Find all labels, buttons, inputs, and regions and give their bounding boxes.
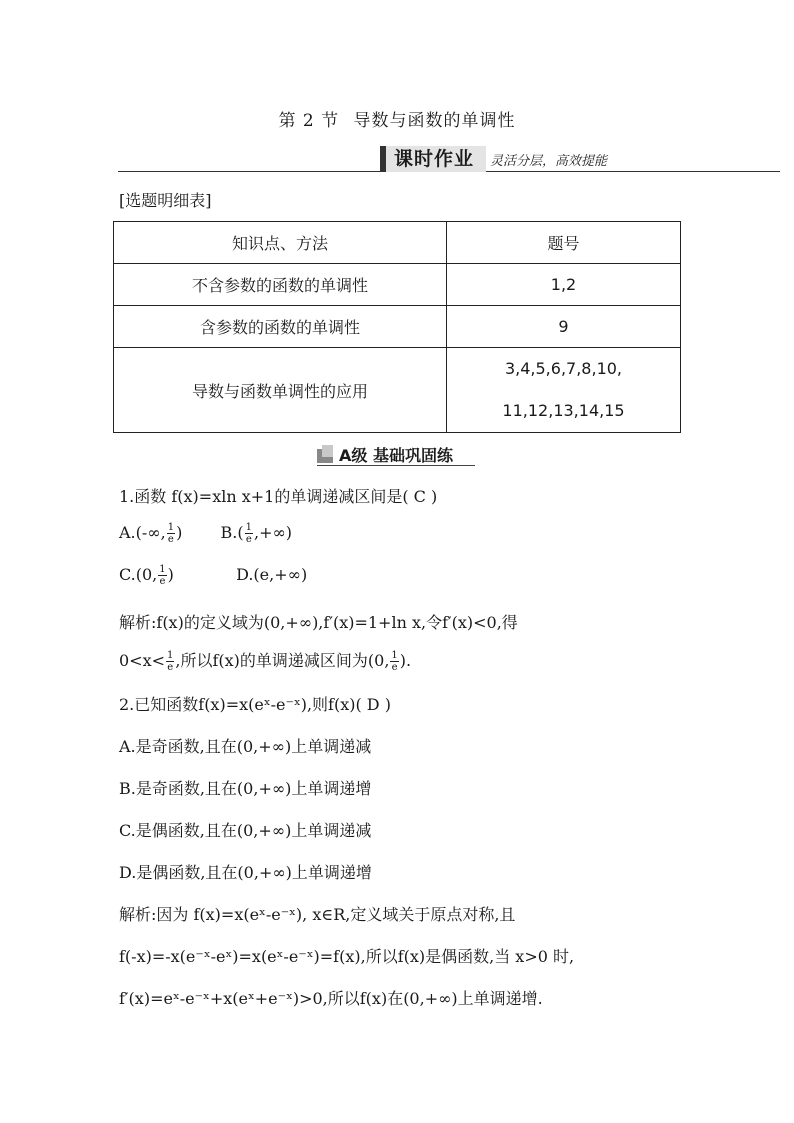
section-heading (317, 443, 475, 465)
table-cell-topic: 不含参数的函数的单调性 (114, 264, 447, 306)
q2-option-b: B.是奇函数,且在(0,+∞)上单调递增 (119, 779, 372, 798)
table-cell-nums-line2: 11,12,13,14,15 (502, 401, 625, 420)
question-selection-table (113, 221, 681, 433)
section-label: A级 基础巩固练 (339, 446, 453, 465)
table-header-nums: 题号 (447, 222, 681, 264)
q2-solution-line3: f′(x)=eˣ-e⁻ˣ+x(eˣ+e⁻ˣ)>0,所以f(x)在(0,+∞)上单调递增. (119, 989, 543, 1008)
table-header-row (114, 222, 681, 264)
q2-stem: 2.已知函数f(x)=x(eˣ-e⁻ˣ),则f(x)( D ) (119, 695, 391, 714)
section-marker-icon (322, 445, 333, 457)
q2-option-a: A.是奇函数,且在(0,+∞)上单调递减 (119, 737, 372, 756)
table-cell-topic: 含参数的函数的单调性 (114, 306, 447, 348)
q1-stem: 1.函数 f(x)=xln x+1的单调递减区间是( C ) (119, 487, 438, 506)
q1-option-b-pre: B.( (220, 523, 244, 542)
q1-option-c-post: ) (167, 565, 174, 584)
section-number: 第 2 节 (278, 111, 340, 131)
table-row (114, 264, 681, 306)
table-caption: [选题明细表] (119, 191, 212, 210)
q1-option-a-pre: A.(-∞, (119, 523, 166, 542)
q2-option-c: C.是偶函数,且在(0,+∞)上单调递减 (119, 821, 372, 840)
table-row (114, 348, 681, 433)
table-cell-nums-line1: 3,4,5,6,7,8,10, (504, 359, 623, 378)
q2-solution-line1: 解析:因为 f(x)=x(eˣ-e⁻ˣ), x∈R,定义域关于原点对称,且 (119, 905, 516, 924)
q2-solution-line2: f(-x)=-x(e⁻ˣ-eˣ)=x(eˣ-e⁻ˣ)=f(x),所以f(x)是偶函数,当 x>0 时, (119, 947, 575, 966)
table-cell-topic: 导数与函数单调性的应用 (114, 348, 447, 433)
q1-option-d: D.(e,+∞) (236, 565, 308, 584)
section-name: 导数与函数的单调性 (353, 111, 516, 131)
page-title (0, 106, 794, 131)
homework-banner (118, 146, 780, 174)
table-cell-nums: 9 (447, 306, 681, 348)
q1-option-c-pre: C.(0, (119, 565, 158, 584)
q1-option-b-post: ,+∞) (253, 523, 293, 542)
q1-solution-line2: 0<x< $\frac{1}{e}$ ,所以f(x)的单调递减区间为(0, $\frac{1}{e}$ ). (119, 650, 412, 673)
fraction: $\frac{1}{e}$ (391, 650, 398, 673)
banner-label: 课时作业 (380, 146, 486, 172)
table-header-topic: 知识点、方法 (114, 222, 447, 264)
q2-option-d: D.是偶函数,且在(0,+∞)上单调递增 (119, 863, 372, 882)
fraction: $\frac{1}{e}$ (159, 564, 166, 587)
table-cell-nums: 1,2 (447, 264, 681, 306)
fraction: $\frac{1}{e}$ (167, 650, 174, 673)
table-row (114, 306, 681, 348)
q1-option-a-post: ) (176, 523, 183, 542)
banner-subtitle: 灵活分层，高效提能 (490, 154, 608, 169)
q1-solution-line1: 解析:f(x)的定义域为(0,+∞),f′(x)=1+ln x,令f′(x)<0,得 (119, 613, 518, 632)
fraction: $\frac{1}{e}$ (245, 522, 252, 545)
fraction: $\frac{1}{e}$ (167, 522, 175, 545)
q1-options-ab (119, 522, 292, 545)
section-underline (317, 465, 475, 466)
q1-options-cd (119, 564, 307, 587)
table-cell-nums (447, 348, 681, 433)
